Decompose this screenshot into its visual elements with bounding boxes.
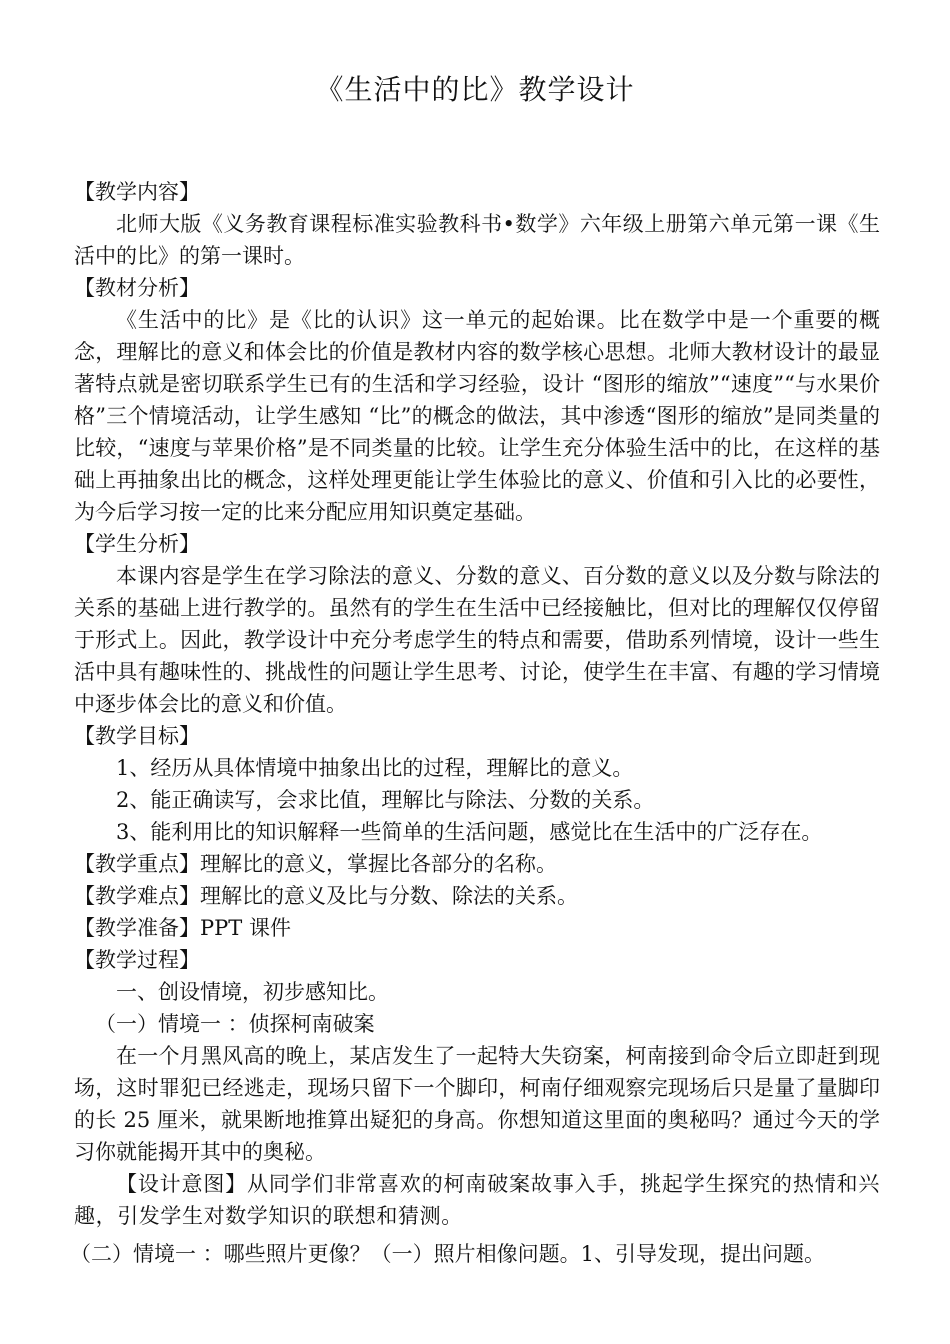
section-preparation: 【教学准备】PPT 课件 — [74, 916, 291, 940]
paragraph-scenario-story: 在一个月黑风高的晚上，某店发生了一起特大失窃案，柯南接到命令后立即赶到现场，这时罪犯已经逃走，现场只留下一个脚印，柯南仔细观察完现场后只是量了量脚印的长 25 厘米，就果断地推算出疑犯的身高。你想知道这里面的奥秘吗？通过今天的学习你就能揭开其中的奥秘。 — [74, 1044, 880, 1164]
section-heading-material: 【教材分析】 — [74, 276, 200, 300]
section-heading-students: 【学生分析】 — [74, 532, 200, 556]
section-key-point: 【教学重点】理解比的意义，掌握比各部分的名称。 — [74, 852, 557, 876]
section-difficulty: 【教学难点】理解比的意义及比与分数、除法的关系。 — [74, 884, 578, 908]
scenario-heading-2: （二）情境一 ：哪些照片更像？（一）照片相像问题。1、引导发现，提出问题。 — [70, 1242, 826, 1266]
paragraph-material-analysis: 《生活中的比》是《比的认识》这一单元的起始课。比在数学中是一个重要的概念，理解比的意义和体会比的价值是教材内容的数学核心思想。北师大教材设计的最显著特点就是密切联系学生已有的生活和学习经验，设计 “图形的缩放”“速度”“与水果价格”三个情境活动，让学生感知 “比”的概念的做法，其中渗透“图形的缩放”是同类量的比较，“速度与苹果价格”是不同类量的比较。让学生充分体验生活中的比，在这样的基础上再抽象出比的概念，这样处理更能让学生体验比的意义、价值和引入比的必要性，为今后学习按一定的比来分配应用知识奠定基础。 — [74, 308, 880, 524]
document-title: 《生活中的比》教学设计 — [315, 73, 635, 106]
section-heading-content: 【教学内容】 — [74, 180, 200, 204]
scenario-heading-1: （一）情境一 ：侦探柯南破案 — [95, 1012, 375, 1036]
process-step-1: 一、创设情境，初步感知比。 — [116, 980, 389, 1004]
document-body — [70, 176, 880, 1270]
paragraph-student-analysis: 本课内容是学生在学习除法的意义、分数的意义、百分数的意义以及分数与除法的关系的基础上进行教学的。虽然有的学生在生活中已经接触比，但对比的理解仅仅停留于形式上。因此，教学设计中充分考虑学生的特点和需要，借助系列情境，设计一些生活中具有趣味性的、挑战性的问题让学生思考、讨论，使学生在丰富、有趣的学习情境中逐步体会比的意义和价值。 — [74, 564, 880, 716]
section-heading-process: 【教学过程】 — [74, 948, 200, 972]
goal-item-3: 3、能利用比的知识解释一些简单的生活问题，感觉比在生活中的广泛存在。 — [116, 820, 823, 844]
section-heading-goals: 【教学目标】 — [74, 724, 200, 748]
goal-item-2: 2、能正确读写，会求比值，理解比与除法、分数的关系。 — [116, 788, 655, 812]
design-intent: 【设计意图】从同学们非常喜欢的柯南破案故事入手，挑起学生探究的热情和兴趣，引发学生对数学知识的联想和猜测。 — [74, 1172, 880, 1228]
paragraph-content: 北师大版《义务教育课程标准实验教科书•数学》六年级上册第六单元第一课《生活中的比》的第一课时。 — [74, 212, 880, 268]
goal-item-1: 1、经历从具体情境中抽象出比的过程，理解比的意义。 — [116, 756, 634, 780]
